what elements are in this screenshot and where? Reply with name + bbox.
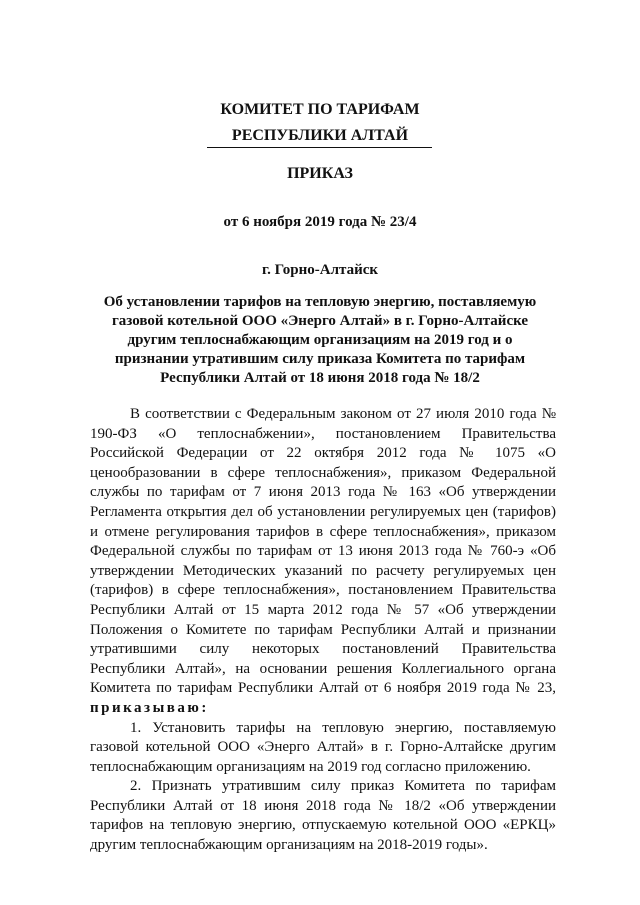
document-city: г. Горно-Алтайск [261,262,379,278]
document-body [90,405,556,856]
order-word: приказываю: [90,699,209,716]
organization-name-line2: РЕСПУБЛИКИ АЛТАЙ [231,127,409,144]
organization-name-line1: КОМИТЕТ ПО ТАРИФАМ [220,101,420,118]
order-item-1: 1. Установить тарифы на тепловую энергию, поставляемую газовой котельной ООО «Энерго Алтай» в г. Горно-Алтайске другим теплоснабжающим организациям на 2019 год согласно приложению. [90,719,556,775]
order-item-2: 2. Признать утратившим силу приказ Комитета по тарифам Республики Алтай от 18 июня 2018 года № 18/2 «Об утверждении тарифов на тепловую энергию, отпускаемую котельной ООО «ЕРКЦ» другим теплоснабжающим организациям на 2018-2019 годы». [90,778,556,854]
document-date-number: от 6 ноября 2019 года № 23/4 [223,214,417,230]
document-subject: Об установлении тарифов на тепловую энергию, поставляемую газовой котельной ООО «Энерго Алтай» в г. Горно-Алтайске другим теплоснабжающим организациям на 2019 год и о признании утратившим силу приказа Комитета по тарифам Республики Алтай от 18 июня 2018 года № 18/2 [103,294,537,386]
header-divider [207,147,432,148]
preamble-text: В соответствии с Федеральным законом от 27 июля 2010 года № 190-ФЗ «О теплоснабжении», постановлением Правительства Российской Федерации от 22 октября 2012 года № 1075 «О ценообразовании в сфере теплоснабжения», приказом Федеральной службы по тарифам от 7 июня 2013 года № 163 «Об утверждении Регламента открытия дел об установлении регулируемых цен (тарифов) и отмене регулирования тарифов в сфере теплоснабжения», приказом Федеральной службы по тарифам от 13 июня 2013 года № 760-э «Об утверждении Методических указаний по расчету регулируемых цен (тарифов) в сфере теплоснабжения», постановлением Правительства Республики Алтай от 15 марта 2012 года № 57 «Об утверждении Положения о Комитете по тарифам Республики Алтай и признании утратившими силу некоторых постановлений Правительства Республики Алтай», на основании решения Коллегиального органа Комитета по тарифам Республики Алтай от 6 ноября 2019 года № 23, [90,406,556,697]
preamble-paragraph [90,405,556,719]
document-type: ПРИКАЗ [287,165,353,182]
